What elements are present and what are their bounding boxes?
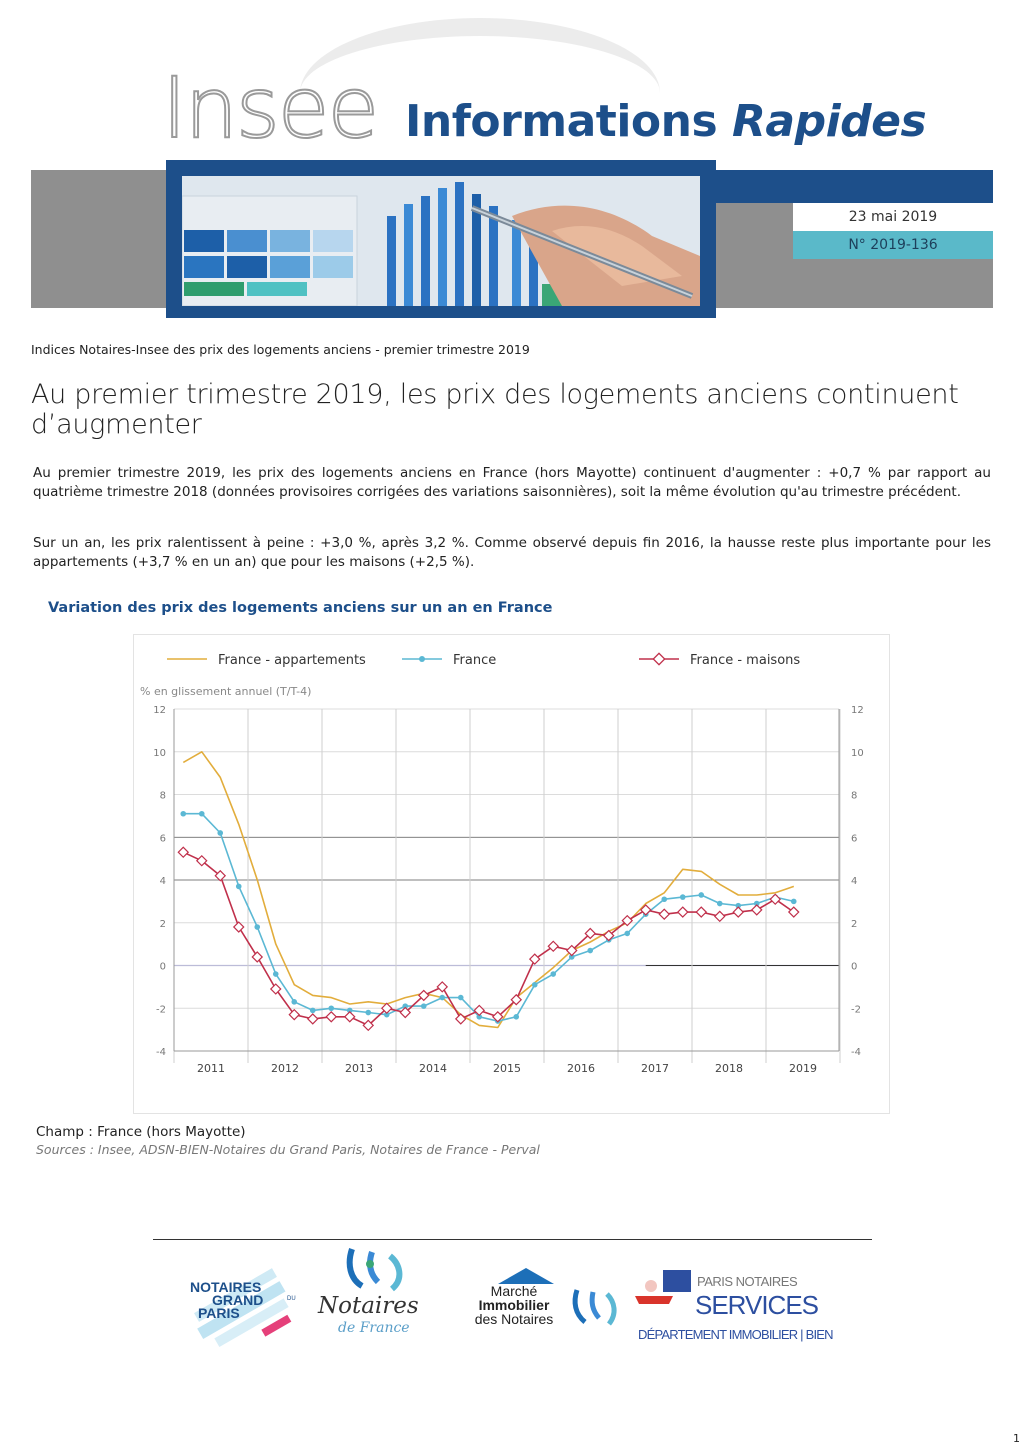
notaires-grand-paris-logo-text [190, 1281, 263, 1320]
data-point [661, 896, 667, 902]
data-point [289, 1010, 299, 1020]
y-tick-label-right: 12 [851, 705, 864, 716]
y-tick-label-right: 6 [851, 833, 858, 845]
data-point [550, 971, 556, 977]
data-point [548, 941, 558, 951]
data-point [680, 894, 686, 900]
header-photo-illustration [182, 176, 700, 306]
y-tick-label: 8 [159, 790, 166, 802]
legend-label: France - appartements [218, 653, 366, 668]
data-point [199, 811, 205, 817]
x-tick-label: 2011 [197, 1062, 225, 1075]
data-point [310, 1008, 316, 1014]
data-point [437, 982, 447, 992]
publication-number: N° 2019-136 [793, 231, 993, 259]
data-point [696, 907, 706, 917]
publication-title [405, 96, 927, 147]
x-tick-label: 2012 [271, 1062, 299, 1075]
publication-date: 23 mai 2019 [793, 203, 993, 231]
logo1-small: DU [287, 1296, 296, 1302]
logo1-line-2: GRAND [212, 1292, 264, 1308]
scope-note: Champ : France (hors Mayotte) [36, 1124, 246, 1140]
data-point [291, 999, 297, 1005]
y-tick-label: 12 [153, 705, 166, 716]
y-tick-label-right: 4 [851, 876, 858, 887]
y-axis-title: % en glissement annuel (T/T-4) [140, 685, 312, 698]
chart-illustration-icon [182, 176, 700, 306]
data-point [217, 830, 223, 836]
y-tick-label-right: 8 [851, 790, 858, 802]
x-tick-label: 2013 [345, 1062, 373, 1075]
logo1-line-1: NOTAIRES [190, 1279, 262, 1295]
data-point [770, 894, 780, 904]
data-point [273, 971, 279, 977]
y-tick-label: 10 [153, 747, 166, 759]
publication-title-regular: Informations [405, 96, 718, 147]
data-point [513, 1014, 519, 1020]
intro-paragraph: Au premier trimestre 2019, les prix des logements anciens en France (hors Mayotte) continuent d'augmenter : +0,7 % par rapport au quatrième trimestre 2018 (données provisoires corrigées des variations saisonnières), soit la même évolution qu'au trimestre précédent. [33, 465, 991, 500]
document-subtitle: Indices Notaires-Insee des prix des logements anciens - premier trimestre 2019 [31, 342, 530, 357]
header-blue-top [166, 160, 716, 170]
publication-title-italic: Rapides [732, 96, 927, 147]
sources-note: Sources : Insee, ADSN-BIEN-Notaires du Grand Paris, Notaires de France - Perval [36, 1142, 540, 1157]
insee-logo: Insee [162, 59, 378, 157]
data-point [254, 924, 260, 930]
notaires-de-france-emblem-icon [342, 1244, 412, 1294]
paris-notaires-department: DÉPARTEMENT IMMOBILIER | BIEN [638, 1327, 833, 1342]
data-point [733, 907, 743, 917]
logo1-line-3: PARIS [198, 1305, 240, 1321]
data-point [659, 909, 669, 919]
page-number: 1 [1013, 1432, 1020, 1445]
data-point [624, 931, 630, 937]
x-tick-label: 2014 [419, 1062, 447, 1075]
y-tick-label-right: 2 [851, 918, 858, 930]
y-tick-label: -4 [156, 1047, 166, 1058]
data-point [456, 1014, 466, 1024]
y-tick-label-right: 0 [851, 961, 858, 973]
data-point [530, 954, 540, 964]
data-point [678, 907, 688, 917]
marche-immobilier-roof-icon [498, 1266, 554, 1284]
legend-label: France - maisons [690, 653, 801, 668]
y-tick-label-right: 10 [851, 747, 864, 759]
y-tick-label: 0 [159, 961, 166, 973]
y-tick-label: -2 [156, 1004, 166, 1016]
logo3-line-1: Marché [490, 1283, 538, 1299]
data-point [308, 1014, 318, 1024]
x-tick-label: 2017 [641, 1062, 669, 1075]
y-tick-label: 6 [159, 833, 166, 845]
notaires-emblem-small-icon [569, 1284, 621, 1330]
data-point [791, 899, 797, 905]
legend-marker [653, 653, 664, 664]
footer-divider [153, 1239, 872, 1240]
logo3-line-2: Immobilier [478, 1297, 550, 1313]
legend-marker [419, 656, 425, 662]
notaires-de-france-logo-subtitle: de France [338, 1320, 410, 1336]
price-variation-chart [133, 634, 890, 1114]
paris-notaires-top: PARIS NOTAIRES [697, 1274, 798, 1289]
x-tick-label: 2019 [789, 1062, 817, 1075]
chart-title: Variation des prix des logements anciens sur un an en France [48, 600, 553, 616]
logo3-line-3: des Notaires [474, 1311, 554, 1327]
header-blue-strip [715, 170, 993, 203]
document-headline: Au premier trimestre 2019, les prix des logements anciens continuent d’augmenter [31, 379, 959, 440]
data-point [717, 901, 723, 907]
data-point [715, 911, 725, 921]
data-point [439, 995, 445, 1001]
paris-notaires-services-emblem-icon [633, 1266, 695, 1316]
data-point [458, 995, 464, 1001]
data-point [178, 847, 188, 857]
data-point [532, 982, 538, 988]
data-point [326, 1012, 336, 1022]
data-point [698, 892, 704, 898]
data-point [365, 1010, 371, 1016]
data-point [252, 952, 262, 962]
data-point [180, 811, 186, 817]
y-tick-label-right: -4 [851, 1047, 861, 1058]
legend-label: France [453, 653, 497, 668]
data-point [345, 1012, 355, 1022]
notaires-de-france-logo-title: Notaires [318, 1293, 419, 1319]
data-point [328, 1005, 334, 1011]
detail-paragraph: Sur un an, les prix ralentissent à peine : +3,0 %, après 3,2 %. Comme observé depuis fin 2016, la hausse reste plus importante pour les appartements (+3,7 % en un an) que pour les maisons (+2,5 %). [33, 535, 991, 570]
chart-svg [134, 635, 891, 1115]
data-point [587, 948, 593, 954]
data-point [752, 905, 762, 915]
y-tick-label: 4 [159, 876, 166, 887]
x-tick-label: 2015 [493, 1062, 521, 1075]
y-tick-label: 2 [159, 918, 166, 930]
x-tick-label: 2016 [567, 1062, 595, 1075]
y-tick-label-right: -2 [851, 1004, 861, 1016]
data-point [421, 1003, 427, 1009]
paris-notaires-services: SERVICES [695, 1290, 819, 1320]
data-point [789, 907, 799, 917]
header-photo [166, 170, 716, 318]
data-point [234, 922, 244, 932]
marche-immobilier-logo [469, 1284, 559, 1326]
x-tick-label: 2018 [715, 1062, 743, 1075]
data-point [236, 884, 242, 890]
